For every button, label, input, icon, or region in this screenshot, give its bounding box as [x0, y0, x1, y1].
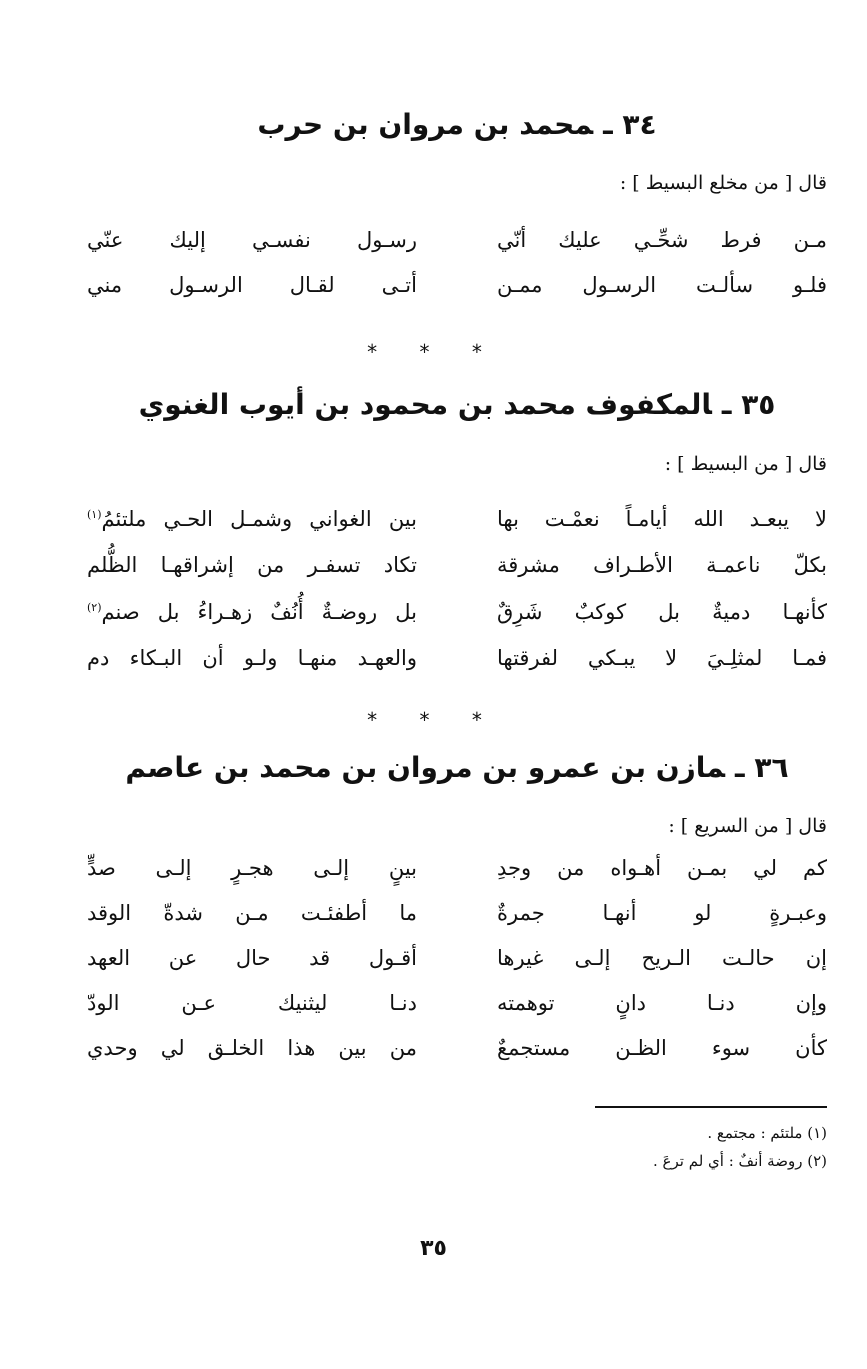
- section-separator: * * *: [367, 708, 500, 732]
- verse-line: [87, 1036, 827, 1076]
- verse-line: [87, 228, 827, 268]
- verse-line: [87, 507, 827, 547]
- section-heading: [87, 108, 827, 141]
- hemistich-text: بين الغواني وشمـل الحـي ملتئمُ: [101, 507, 417, 531]
- verse-first-hemistich: إن حالـت الـريح إلـى غيرها: [497, 946, 827, 970]
- verse-first-hemistich: بكلّ ناعمـة الأطـراف مشرقة: [497, 553, 827, 577]
- footnote-2: (٢) روضة أنفٌ : أي لم ترعَ .: [653, 1152, 827, 1170]
- verse-line: [87, 600, 827, 640]
- section-34: [87, 100, 827, 310]
- verse-line: [87, 856, 827, 896]
- verse-second-hemistich: [87, 600, 417, 624]
- verse-line: [87, 946, 827, 986]
- verse-first-hemistich: مـن فرط شحِّـي عليك أنّي: [497, 228, 827, 252]
- verse-second-hemistich: أتـى لقـال الرسـول مني: [87, 273, 417, 297]
- verse-line: [87, 273, 827, 313]
- section-36: [87, 748, 827, 1088]
- verse-line: [87, 991, 827, 1031]
- verse-first-hemistich: لا يبعـد الله أيامـاً نعمْـت بها: [497, 507, 827, 531]
- section-title: المكفوف محمد بن محمود بن أيوب الغنوي: [138, 388, 712, 421]
- verse-second-hemistich: تكاد تسفـر من إشراقهـا الظُّلم: [87, 553, 417, 577]
- verse-second-hemistich: ما أطفئـت مـن شدةّ الوقد: [87, 901, 417, 925]
- verse-first-hemistich: كم لي بمـن أهـواه من وجدِ: [497, 856, 827, 880]
- verse-first-hemistich: وإن دنـا دانٍ توهمته: [497, 991, 827, 1015]
- verse-second-hemistich: والعهـد منهـا ولـو أن البـكاء دم: [87, 646, 417, 670]
- section-title: محمد بن مروان بن حرب: [257, 108, 594, 141]
- section-number: ٣٦ ـ: [735, 751, 789, 784]
- meter-label: قال [ من السريع ] :: [668, 815, 827, 837]
- verse-first-hemistich: وعبـرةٍ لو أنهـا جمرةٌ: [497, 901, 827, 925]
- section-number: ٣٥ ـ: [721, 388, 776, 421]
- verse-first-hemistich: كأن سوء الظـن مستجمعٌ: [497, 1036, 827, 1060]
- verse-second-hemistich: أقـول قد حال عن العهد: [87, 946, 417, 970]
- meter-label: قال [ من مخلع البسيط ] :: [619, 172, 827, 194]
- verse-line: [87, 646, 827, 686]
- section-separator: * * *: [367, 340, 500, 364]
- meter-label: قال [ من البسيط ] :: [664, 453, 827, 475]
- verse-line: [87, 901, 827, 941]
- verse-second-hemistich: [87, 507, 417, 531]
- footnote-1: (١) ملتئم : مجتمع .: [707, 1124, 827, 1142]
- verse-second-hemistich: دنـا ليثنيك عـن الودّ: [87, 991, 417, 1015]
- verse-first-hemistich: كأنهـا دميةٌ بل كوكبٌ شَرِقٌ: [497, 600, 827, 624]
- page-number: ٣٥: [420, 1236, 447, 1261]
- verse-second-hemistich: رسـول نفسـي إليك عنّي: [87, 228, 417, 252]
- section-35: [87, 380, 827, 700]
- section-heading: [87, 388, 827, 421]
- section-title: مازن بن عمرو بن مروان بن محمد بن عاصم: [125, 751, 726, 784]
- verse-first-hemistich: فلـو سألـت الرسـول ممـن: [497, 273, 827, 297]
- verse-second-hemistich: من بين هذا الخلـق لي وحدي: [87, 1036, 417, 1060]
- footnote-marker: (٢): [87, 601, 102, 614]
- section-number: ٣٤ ـ: [603, 108, 657, 141]
- verse-second-hemistich: بينٍ إلـى هجـرٍ إلـى صدٍّ: [87, 856, 417, 880]
- section-heading: [87, 751, 827, 784]
- verse-line: [87, 553, 827, 593]
- hemistich-text: بل روضـةٌ أُنُفٌ زهـراءُ بل صنم: [101, 600, 417, 624]
- verse-first-hemistich: فمـا لمثلِـيَ لا يبـكي لفرقتها: [497, 646, 827, 670]
- footnote-rule: [595, 1106, 827, 1108]
- footnote-marker: (١): [87, 508, 102, 521]
